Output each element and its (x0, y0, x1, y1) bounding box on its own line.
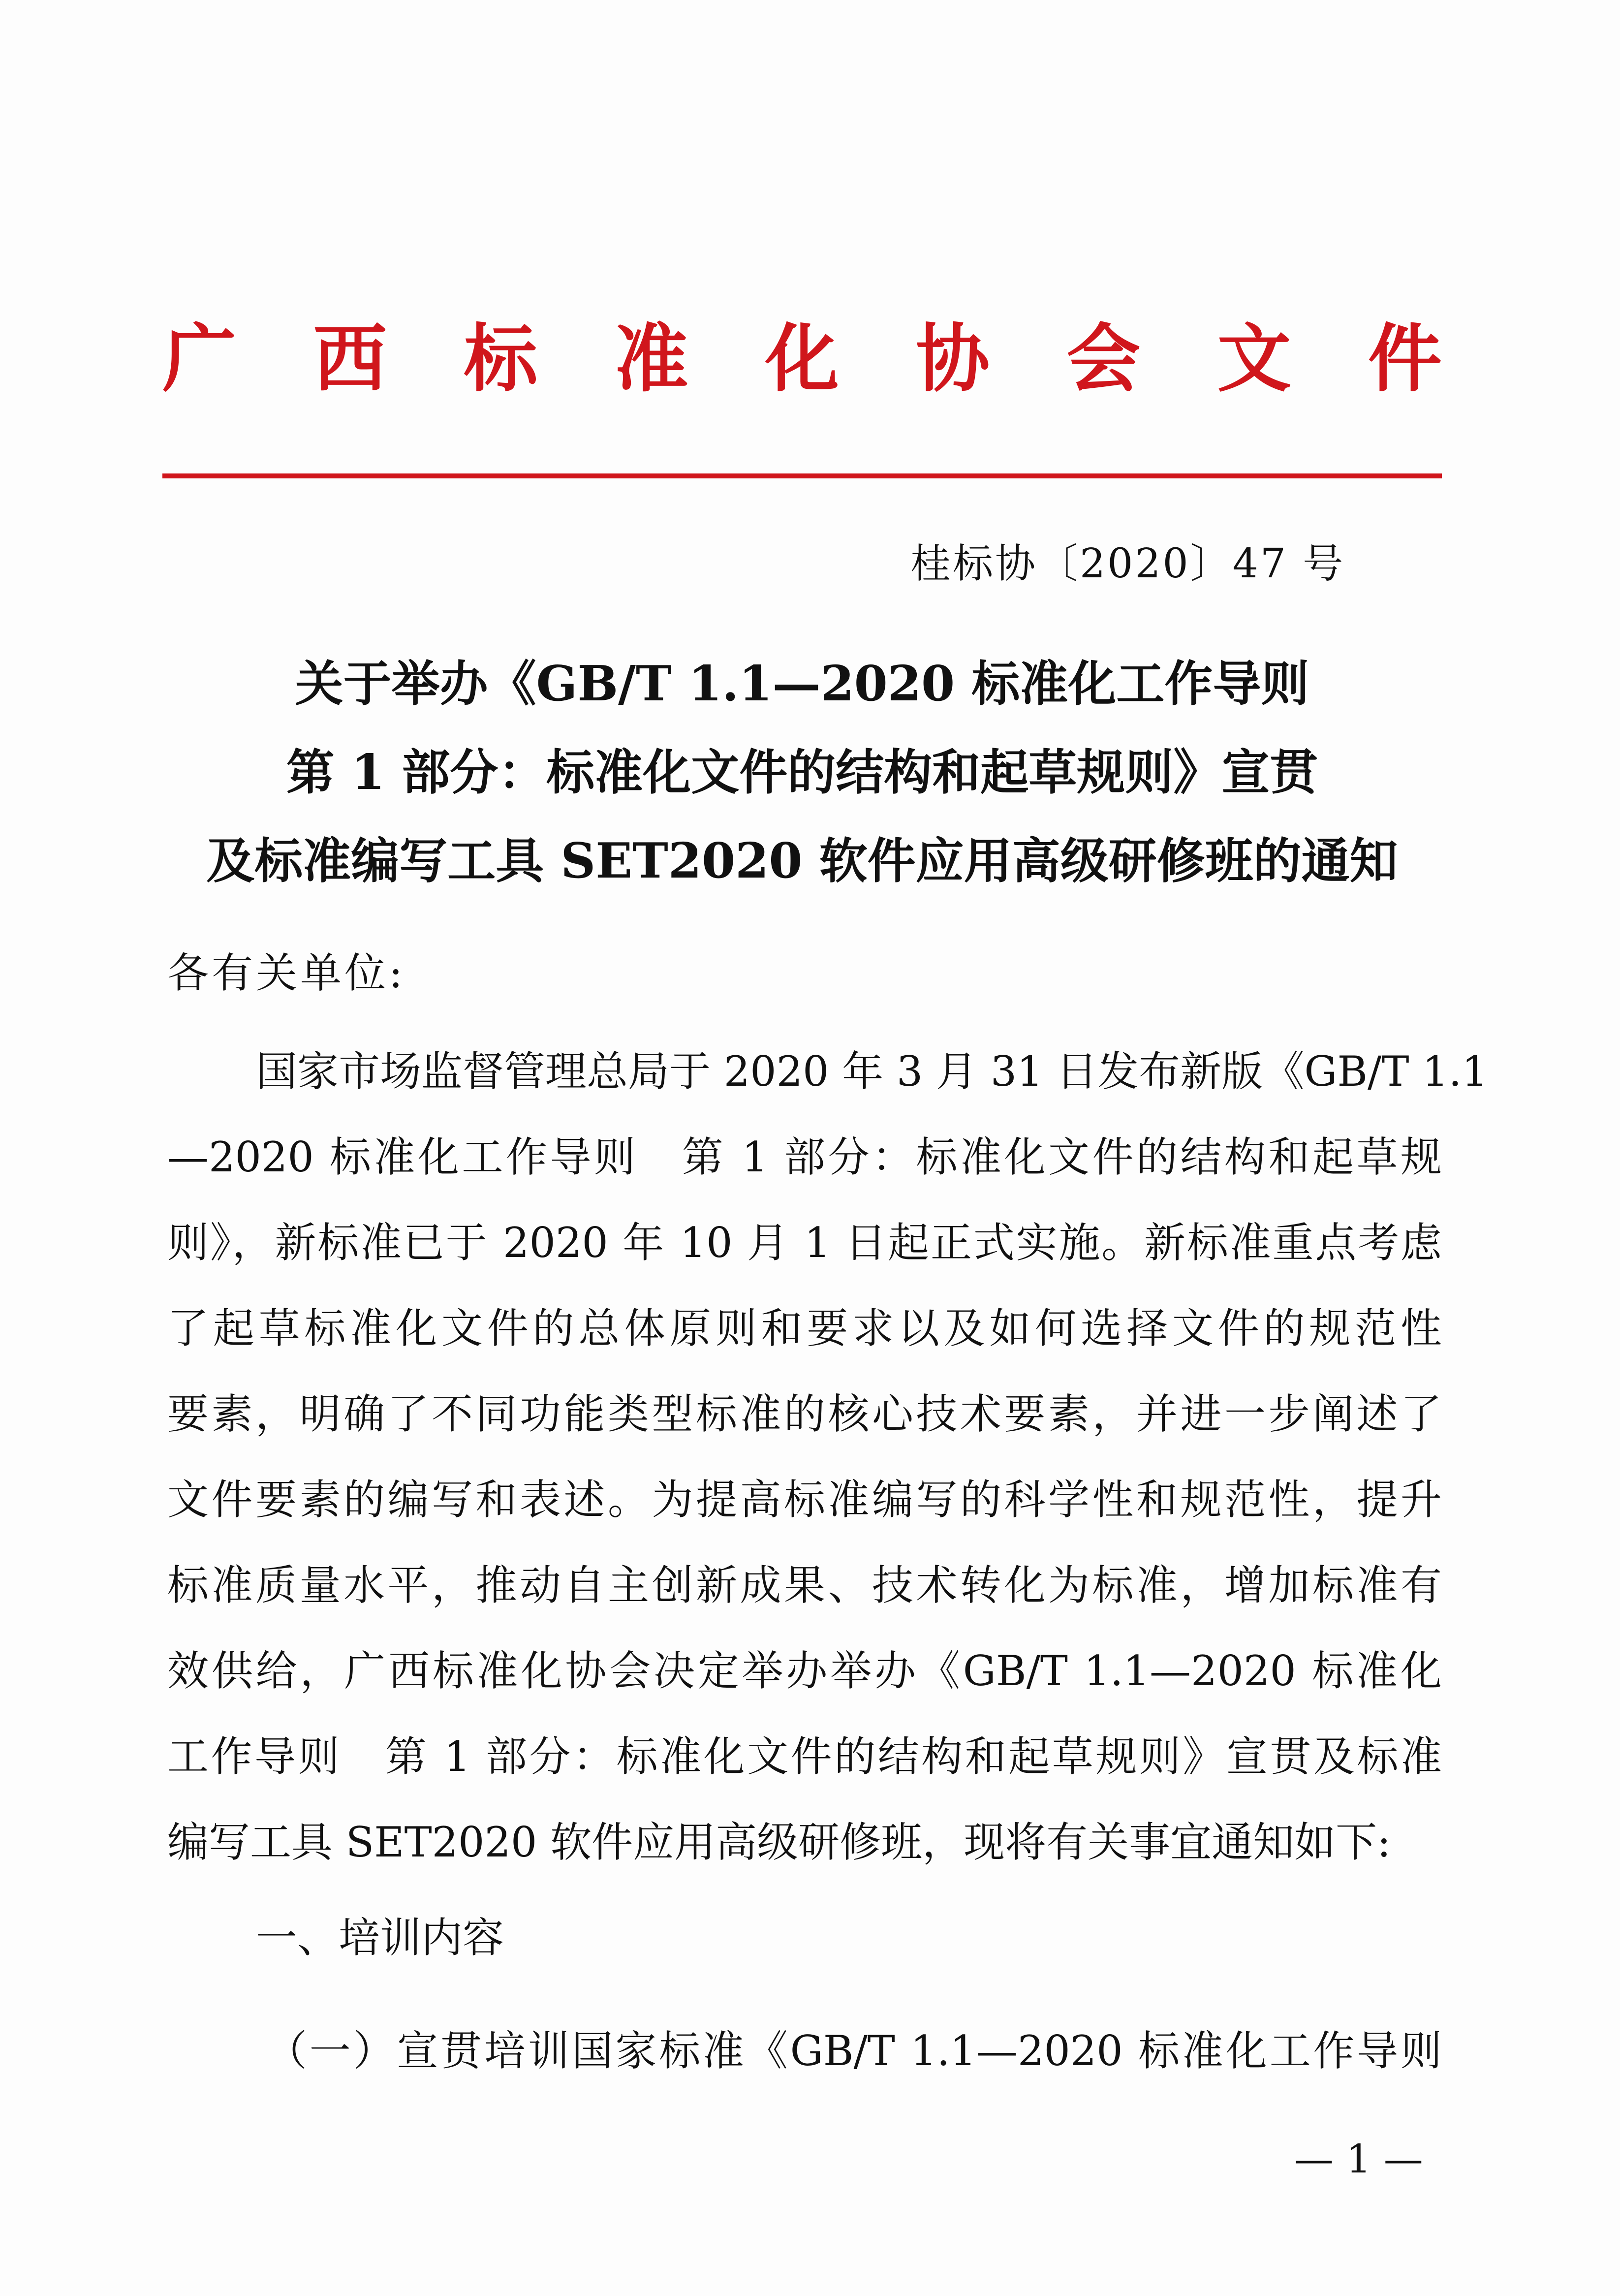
org-title-char: 文 (1217, 316, 1291, 402)
body-paragraph (167, 1029, 1488, 1885)
body-line: 要素，明确了不同功能类型标准的核心技术要素，并进一步阐述了 (167, 1390, 1442, 1438)
notice-title-line: 及标准编写工具 SET2020 软件应用高级研修班的通知 (206, 833, 1398, 889)
section-item: （一）宣贯培训国家标准《GB/T 1.1—2020 标准化工作导则 (266, 2027, 1442, 2075)
page-number: — 1 — (1294, 2136, 1423, 2182)
org-title-char: 准 (614, 316, 688, 402)
org-title (162, 310, 1442, 409)
salutation: 各有关单位: (167, 949, 406, 997)
notice-title (162, 640, 1442, 906)
body-line: 了起草标准化文件的总体原则和要求以及如何选择文件的规范性 (167, 1304, 1442, 1352)
body-line: 编写工具 SET2020 软件应用高级研修班，现将有关事宜通知如下: (167, 1818, 1391, 1866)
section-heading: 一、培训内容 (256, 1914, 504, 1962)
body-line: 效供给，广西标准化协会决定举办举办《GB/T 1.1—2020 标准化 (167, 1647, 1442, 1695)
notice-title-line: 第 1 部分：标准化文件的结构和起草规则》宣贯 (286, 744, 1318, 801)
body-line: 工作导则 第 1 部分：标准化文件的结构和起草规则》宣贯及标准 (167, 1732, 1442, 1781)
document-number: 桂标协〔2020〕47 号 (910, 540, 1345, 587)
org-title-char: 会 (1066, 316, 1141, 402)
header-red-rule (162, 473, 1442, 478)
body-line: —2020 标准化工作导则 第 1 部分：标准化文件的结构和起草规 (167, 1133, 1442, 1181)
org-title-char: 化 (765, 316, 839, 402)
notice-title-line: 关于举办《GB/T 1.1—2020 标准化工作导则 (295, 656, 1309, 712)
body-line: 国家市场监督管理总局于 2020 年 3 月 31 日发布新版《GB/T 1.1 (256, 1047, 1488, 1096)
org-title-char: 西 (313, 316, 387, 402)
body-line: 标准质量水平，推动自主创新成果、技术转化为标准，增加标准有 (167, 1561, 1442, 1609)
org-title-char: 广 (162, 316, 237, 402)
org-title-char: 标 (464, 316, 538, 402)
org-title-char: 协 (916, 316, 990, 402)
body-line: 文件要素的编写和表述。为提高标准编写的科学性和规范性，提升 (167, 1476, 1442, 1524)
org-title-char: 件 (1368, 316, 1442, 402)
body-line: 则》，新标准已于 2020 年 10 月 1 日起正式实施。新标准重点考虑 (167, 1219, 1442, 1267)
